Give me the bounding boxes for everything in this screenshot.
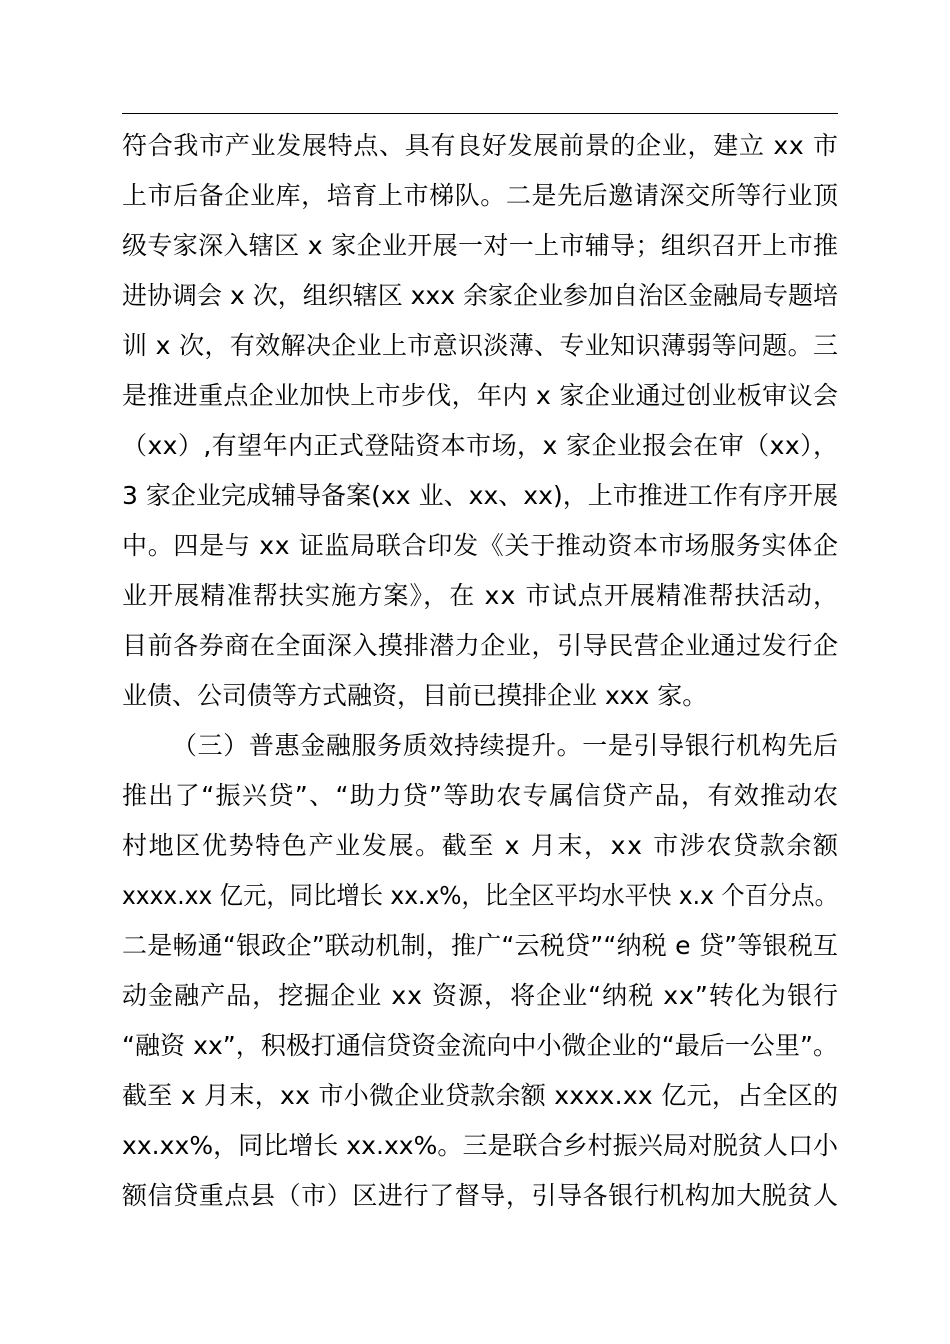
line-text: 二是畅通“银政企”联动机制，推广“云税贷”“纳税 e 贷”等银税互 — [122, 931, 839, 960]
text-line — [122, 1171, 838, 1221]
line-text: xx.xx%，同比增长 xx.xx%。三是联合乡村振兴局对脱贫人口小 — [122, 1131, 839, 1160]
body-text — [122, 121, 838, 1221]
line-text: 进协调会 x 次，组织辖区 xxx 余家企业参加自治区金融局专题培 — [122, 281, 838, 310]
text-line — [122, 871, 838, 921]
line-text: 截至 x 月末，xx 市小微企业贷款余额 xxxx.xx 亿元，占全区的 — [122, 1081, 839, 1110]
text-line-paragraph-end — [122, 671, 838, 721]
text-line — [122, 321, 838, 371]
header-rule — [122, 113, 838, 114]
text-line — [122, 121, 838, 171]
line-text: （xx）,有望年内正式登陆资本市场，x 家企业报会在审（xx）， — [122, 431, 839, 460]
text-line — [122, 371, 838, 421]
text-line — [122, 1121, 838, 1171]
line-text: 村地区优势特色产业发展。截至 x 月末，xx 市涉农贷款余额 — [122, 831, 840, 860]
text-line-section-heading — [122, 721, 838, 771]
line-text: 推出了“振兴贷”、“助力贷”等助农专属信贷产品，有效推动农 — [122, 781, 840, 810]
text-line — [122, 421, 838, 471]
line-text: （三）普惠金融服务质效持续提升。一是引导银行机构先后 — [172, 731, 839, 760]
line-text: 3 家企业完成辅导备案(xx 业、xx、xx)，上市推进工作有序开展 — [122, 481, 839, 510]
line-text: xxxx.xx 亿元，同比增长 xx.x%，比全区平均水平快 x.x 个百分点。 — [122, 881, 838, 910]
text-line — [122, 1021, 838, 1071]
line-text: 额信贷重点县（市）区进行了督导，引导各银行机构加大脱贫人 — [122, 1181, 839, 1210]
line-text: 业债、公司债等方式融资，目前已摸排企业 xxx 家。 — [122, 681, 708, 710]
line-text: 中。四是与 xx 证监局联合印发《关于推动资本市场服务实体企 — [122, 531, 839, 560]
text-line — [122, 521, 838, 571]
text-line — [122, 821, 838, 871]
text-line — [122, 171, 838, 221]
line-text: 训 x 次，有效解决企业上市意识淡薄、专业知识薄弱等问题。三 — [122, 331, 839, 360]
text-line — [122, 921, 838, 971]
line-text: 是推进重点企业加快上市步伐，年内 x 家企业通过创业板审议会 — [122, 381, 839, 410]
line-text: “融资 xx”，积极打通信贷资金流向中小微企业的“最后一公里”。 — [122, 1031, 839, 1060]
text-line — [122, 771, 838, 821]
text-line — [122, 621, 838, 671]
line-text: 动金融产品，挖掘企业 xx 资源，将企业“纳税 xx”转化为银行 — [122, 981, 840, 1010]
line-text: 业开展精准帮扶实施方案》，在 xx 市试点开展精准帮扶活动， — [122, 581, 840, 610]
line-text: 目前各券商在全面深入摸排潜力企业，引导民营企业通过发行企 — [122, 631, 839, 660]
line-text: 上市后备企业库，培育上市梯队。二是先后邀请深交所等行业顶 — [122, 181, 839, 210]
text-line — [122, 221, 838, 271]
text-line — [122, 1071, 838, 1121]
line-text: 级专家深入辖区 x 家企业开展一对一上市辅导；组织召开上市推 — [122, 231, 839, 260]
text-line — [122, 571, 838, 621]
text-line — [122, 271, 838, 321]
text-line — [122, 471, 838, 521]
text-line — [122, 971, 838, 1021]
line-text: 符合我市产业发展特点、具有良好发展前景的企业，建立 xx 市 — [122, 131, 839, 160]
